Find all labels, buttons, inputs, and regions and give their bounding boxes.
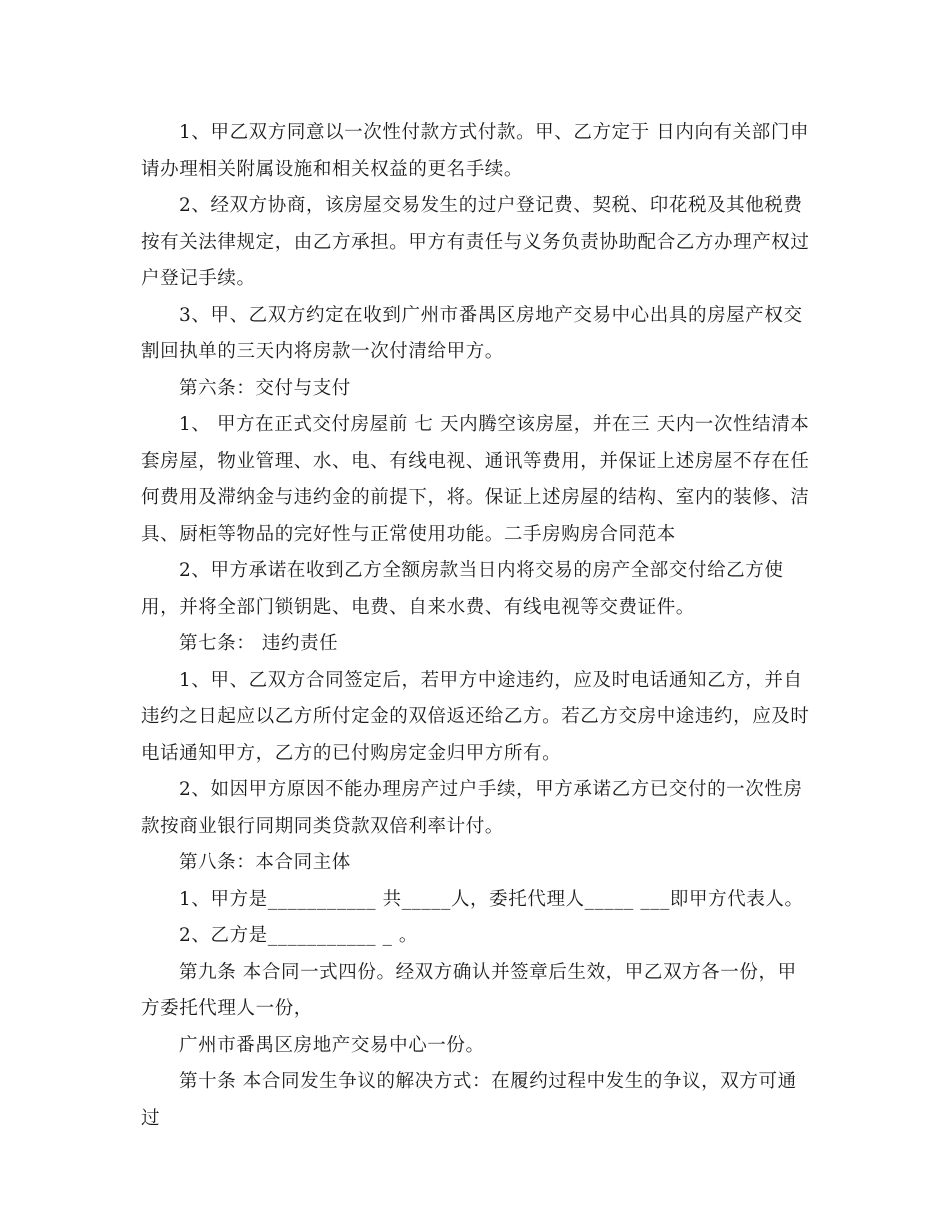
clause-payment-timing: 3、甲、乙双方约定在收到广州市番禺区房地产交易中心出具的房屋产权交割回执单的三天内将房款一次付清给甲方。: [141, 304, 803, 362]
clause-party-b: 2、乙方是___________ _ 。: [179, 925, 419, 946]
article-9: 第九条 本合同一式四份。经双方确认并签章后生效，甲乙双方各一份，甲方委托代理人一份，: [141, 961, 797, 1019]
clause-fees: 2、经双方协商，该房屋交易发生的过户登记费、契税、印花税及其他税费按有关法律规定，由乙方承担。甲方有责任与义务负责协助配合乙方办理产权过户登记手续。: [141, 195, 810, 289]
article-9-continued: 广州市番禺区房地产交易中心一份。: [179, 1034, 485, 1056]
clause-payment-method: 1、甲乙双方同意以一次性付款方式付款。甲、乙方定于 日内向有关部门申请办理相关附属设施和相关权益的更名手续。: [141, 122, 810, 180]
clause-delivery: 1、 甲方在正式交付房屋前 七 天内腾空该房屋，并在三 天内一次性结清本套房屋，物业管理、水、电、有线电视、通讯等费用，并保证上述房屋不存在任何费用及滞纳金与违约金的前提下，将。保证上述房屋的结构、室内的装修、洁具、厨柜等物品的完好性与正常使用功能。二手房购房合同范本: [141, 414, 810, 545]
document-body: [141, 115, 811, 1137]
clause-transfer-failure: 2、如因甲方原因不能办理房产过户手续，甲方承诺乙方已交付的一次性房款按商业银行同期同类贷款双倍利率计付。: [141, 779, 803, 837]
article-7-heading: 第七条： 违约责任: [179, 633, 339, 654]
clause-handover: 2、甲方承诺在收到乙方全额房款当日内将交易的房产全部交付给乙方使用，并将全部门锁钥匙、电费、自来水费、有线电视等交费证件。: [141, 560, 784, 618]
clause-party-a: 1、甲方是___________ 共_____人，委托代理人_____ ___即甲方代表人。: [179, 888, 804, 910]
article-8-heading: 第八条：本合同主体: [179, 852, 351, 873]
article-6-heading: 第六条：交付与支付: [179, 377, 351, 399]
clause-breach: 1、甲、乙双方合同签定后，若甲方中途违约，应及时电话通知乙方，并自违约之日起应以乙方所付定金的双倍返还给乙方。若乙方交房中途违约，应及时电话通知甲方，乙方的已付购房定金归甲方所有。: [141, 669, 810, 764]
article-10: 第十条 本合同发生争议的解决方式：在履约过程中发生的争议，双方可通过: [141, 1071, 797, 1129]
